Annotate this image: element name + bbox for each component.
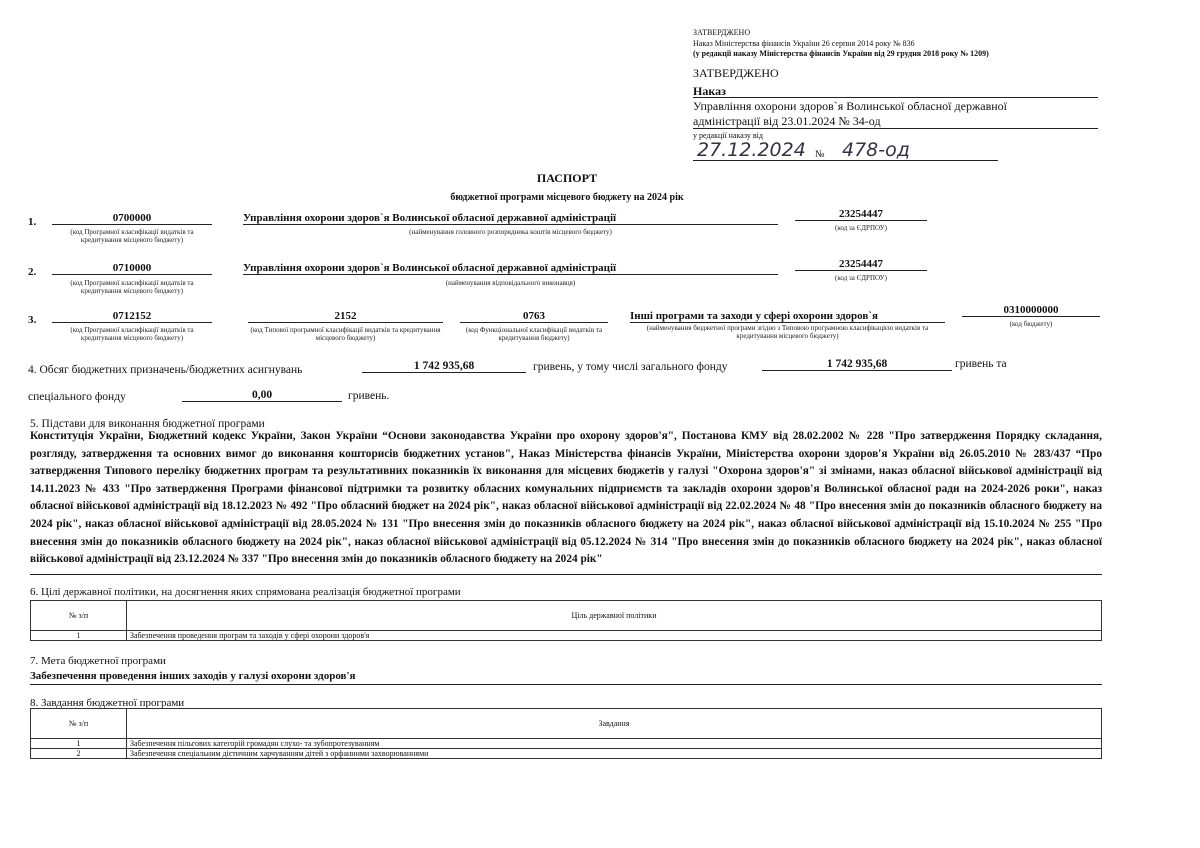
handwritten-date: 27.12.2024: [697, 139, 806, 161]
functional-code-caption: (код Функціональної класифікації видатків та кредитування бюджету): [465, 326, 603, 342]
task-row-num: 2: [31, 749, 127, 759]
tasks-col-num: № з/п: [31, 709, 127, 739]
edrpou-code: 23254447: [795, 208, 927, 221]
edrpou-caption: (код за ЄДРПОУ): [835, 274, 887, 282]
legal-revision-line: (у редакції наказу Міністерства фінансів України від 29 грудня 2018 року № 1209): [693, 49, 989, 58]
policy-col-goal: Ціль державної політики: [127, 601, 1102, 631]
budget-code: 0310000000: [962, 304, 1100, 317]
budget-code-caption: (код бюджету): [1009, 320, 1053, 328]
policy-table: [30, 600, 1102, 641]
basis-text: Конституція України, Бюджетний кодекс України, Закон України “Основи законодавства України про охорону здоров'я", Постанова КМУ від 28.02.2002 № 228 "Про затвердження Порядку складання, розгляду, затвердження та основних вимог до виконання кошторисів бюджетних установ", Наказ Міністерства фінансів України, Міністерства охорони здоров'я України від 26.05.2010 № 283/437 “Про затвердження Типового переліку бюджетних програм та результативних показників їх виконання для місцевих бюджетів у галузі "Охорона здоров'я" зі змінами, наказ обласної військової адміністрації від 14.11.2023 № 433 "Про затвердження Програми фінансової підтримки та розвитку обласних комунальних підприємств та закладів охорони здоров'я Волинської обласної ради на 2024-2026 роки", наказ обласної військової адміністрації від 18.12.2023 № 492 "Про обласний бюджет на 2024 рік", наказ обласної військової адміністрації від 22.02.2024 № 48 "Про внесення змін до показників обласного бюджету на 2024 рік", наказ обласної військової адміністрації від 28.05.2024 № 131 "Про внесення змін до показників обласного бюджету на 2024 рік", наказ обласної військової адміністрації від 15.10.2024 № 255 "Про внесення змін до показників обласного бюджету на 2024 рік", наказ обласної військової адміністрації від 05.12.2024 № 314 "Про внесення змін до показників обласного бюджету на 2024 рік", наказ обласної військової адміністрації від 23.12.2024 № 337 "Про внесення змін до показників обласного бюджету на 2024 рік": [30, 430, 1102, 566]
row-number: 2.: [28, 266, 37, 278]
table-row: [31, 749, 1102, 759]
program-code-caption: (код Програмної класифікації видатків та кредитування місцевого бюджету): [70, 326, 194, 342]
volume-mid: гривень, у тому числі загального фонду: [533, 361, 728, 373]
typical-code-caption: (код Типової програмної класифікації видатків та кредитування місцевого бюджету): [250, 326, 441, 342]
executor-name: Управління охорони здоров`я Волинської обласної державної адміністрації: [243, 262, 778, 275]
row-number: 3.: [28, 314, 37, 326]
executor-name-caption: (найменування відповідального виконавця): [445, 279, 576, 287]
program-code-caption: (код Програмної класифікації видатків та кредитування місцевого бюджету): [70, 228, 194, 244]
handwritten-number: 478-од: [842, 139, 910, 161]
basis-heading: 5. Підстави для виконання бюджетної програми: [30, 418, 265, 430]
revision-label: у редакції наказу від: [693, 131, 763, 140]
approved-label: ЗАТВЕРДЖЕНО: [693, 66, 779, 80]
task-row-text: Забезпечення пільгових категорій громадян слухо- та зубопротезуванням: [127, 739, 1102, 749]
policy-row-num: 1: [31, 631, 127, 641]
table-row: [31, 631, 1102, 641]
policy-col-num: № з/п: [31, 601, 127, 631]
legal-order-line: Наказ Міністерства фінансів України 26 серпня 2014 року № 836: [693, 39, 915, 48]
authority-line-2: адміністрації від 23.01.2024 № 34-од: [693, 114, 881, 128]
special-fund-label: спеціального фонду: [28, 391, 126, 403]
page-title: ПАСПОРТ: [536, 171, 598, 185]
row-number: 1.: [28, 216, 37, 228]
task-row-num: 1: [31, 739, 127, 749]
tasks-heading: 8. Завдання бюджетної програми: [30, 697, 185, 709]
program-name-caption: (найменування бюджетної програми згідно з Типовою програмною класифікацією видатків та кредитування місцевого бюджету): [646, 324, 929, 340]
tasks-col-task: Завдання: [127, 709, 1102, 739]
general-fund-amount: 1 742 935,68: [762, 358, 952, 371]
policy-heading: 6. Цілі державної політики, на досягнення яких спрямована реалізація бюджетної програми: [30, 586, 461, 598]
program-name: Інші програми та заходи у сфері охорони здоров`я: [630, 310, 945, 323]
program-code-caption: (код Програмної класифікації видатків та кредитування місцевого бюджету): [70, 279, 194, 295]
volume-label: 4. Обсяг бюджетних призначень/бюджетних асигнувань: [28, 364, 303, 376]
authority-line-1: Управління охорони здоров`я Волинської обласної державної: [693, 99, 1007, 113]
task-row-text: Забезпечення спеціальним дієтичним харчуванням дітей з орфанними захворюваннями: [127, 749, 1102, 759]
legal-approved-line: ЗАТВЕРДЖЕНО: [693, 28, 751, 37]
program-code: 0712152: [52, 310, 212, 323]
manager-name: Управління охорони здоров`я Волинської обласної державної адміністрації: [243, 212, 778, 225]
tasks-table: [30, 708, 1102, 759]
goal-text: Забезпечення проведення інших заходів у галузі охорони здоров'я: [30, 670, 356, 682]
functional-code: 0763: [460, 310, 608, 323]
policy-row-text: Забезпечення проведення програм та заходів у сфері охорони здоров'я: [127, 631, 1102, 641]
number-sign: №: [815, 149, 825, 160]
typical-code: 2152: [248, 310, 443, 323]
volume-end: гривень та: [955, 358, 1007, 370]
special-fund-amount: 0,00: [182, 389, 342, 402]
edrpou-code: 23254447: [795, 258, 927, 271]
page-subtitle: бюджетної програми місцевого бюджету на 2024 рік: [450, 192, 684, 203]
special-fund-end: гривень.: [348, 390, 390, 402]
edrpou-caption: (код за ЄДРПОУ): [835, 224, 887, 232]
program-code: 0710000: [52, 262, 212, 275]
program-code: 0700000: [52, 212, 212, 225]
manager-name-caption: (найменування головного розпорядника коштів місцевого бюджету): [409, 228, 612, 236]
order-label: Наказ: [693, 84, 726, 98]
goal-heading: 7. Мета бюджетної програми: [30, 655, 166, 667]
total-amount: 1 742 935,68: [362, 360, 526, 373]
table-row: [31, 739, 1102, 749]
